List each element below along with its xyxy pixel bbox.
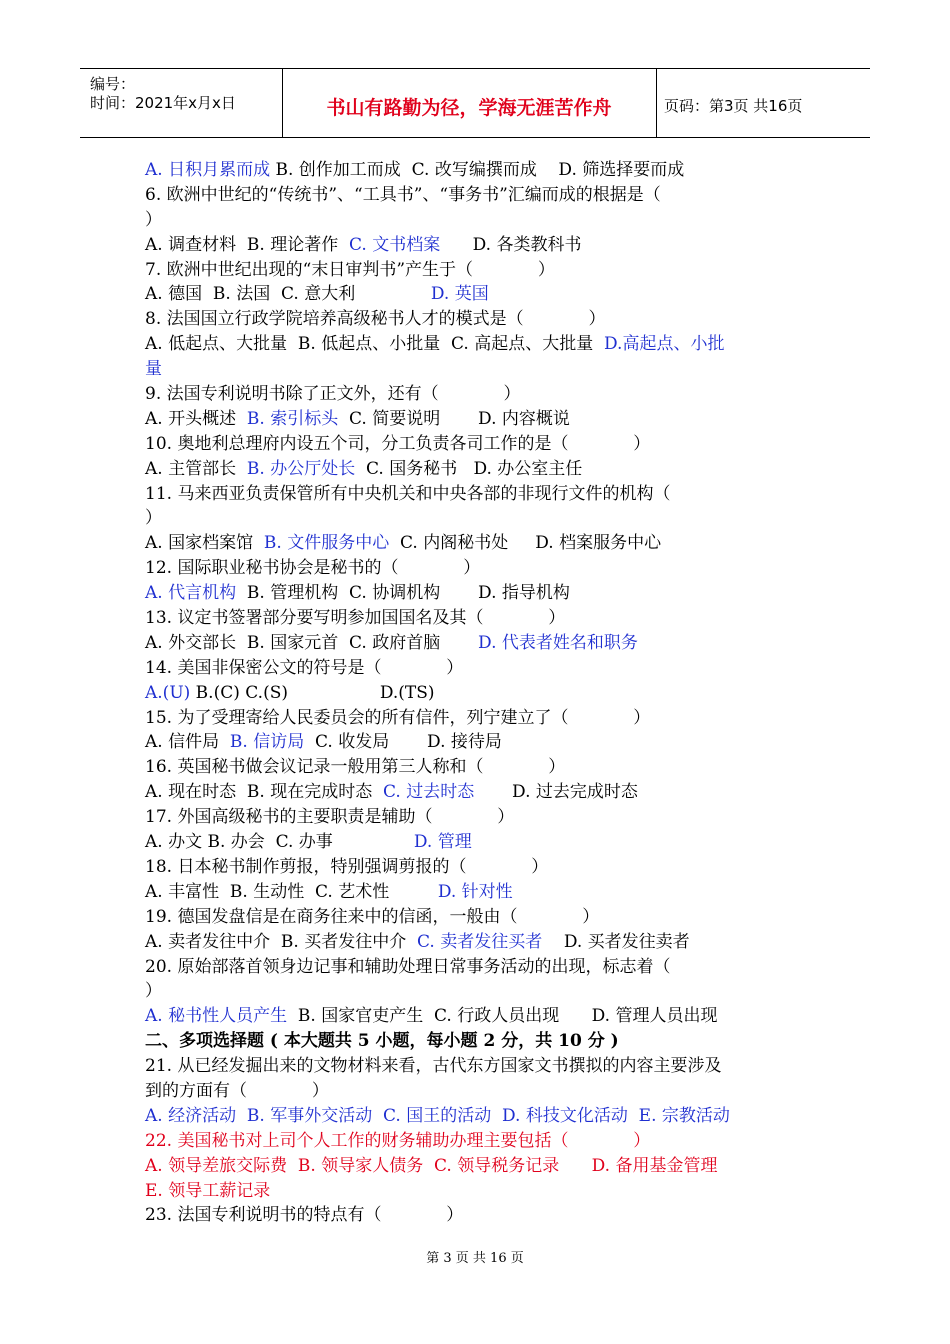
text-segment: D. 买者发往卖者 [542,931,690,952]
text-segment: ） [145,508,162,529]
text-line [145,606,815,631]
text-line [145,1203,815,1228]
text-line [145,506,815,531]
text-segment: C. 内阁秘书处 D. 档案服务中心 [389,533,662,554]
answer-text: D. 代表者姓名和职务 [478,632,638,653]
text-segment: 11. 马来西亚负责保管所有中央机关和中央各部的非现行文件的机构（ [145,483,671,504]
text-segment: 到的方面有（ ） [145,1080,329,1101]
text-segment: 16. 英国秘书做会议记录一般用第三人称和（ ） [145,757,566,778]
text-line [145,457,815,482]
text-segment: A. 低起点、大批量 B. 低起点、小批量 C. 高起点、大批量 [145,334,599,355]
text-segment: 18. 日本秘书制作剪报，特别强调剪报的（ ） [145,856,549,877]
document-number-label: 编号： [90,75,136,93]
text-segment: A. 现在时态 B. 现在完成时态 [145,782,378,803]
text-line [145,407,815,432]
answer-text: D. 英国 [430,284,489,305]
answer-text: C. 过去时态 [377,782,475,803]
text-line [145,382,815,407]
answer-text: A. 领导差旅交际费 B. 领导家人债务 C. 领导税务记录 D. 备用基金管理 [145,1155,718,1176]
answer-text: A.(U) [145,682,191,703]
text-line [145,183,815,208]
text-line [145,656,815,681]
text-line [145,332,815,357]
text-segment: A. 开头概述 [145,408,242,429]
text-segment: B.(C) C.(S) D.(TS) [190,682,435,703]
text-line [145,432,815,457]
text-line [145,307,815,332]
text-segment: A. 国家档案馆 [145,533,259,554]
text-segment: B. 创作加工而成 C. 改写编撰而成 D. 筛选择要而成 [270,160,685,180]
text-line [145,730,815,755]
text-segment: 10. 奥地利总理府内设五个司，分工负责各司工作的是（ ） [145,433,651,454]
text-line [145,1154,815,1179]
text-segment: 14. 美国非保密公文的符号是（ ） [145,657,464,678]
answer-text: D.高起点、小批 [598,334,725,355]
text-line [145,1129,815,1154]
text-segment: 12. 国际职业秘书协会是秘书的（ ） [145,558,481,579]
text-segment: B. 国家官吏产生 C. 行政人员出现 D. 管理人员出现 [287,1006,718,1027]
text-segment: A. 外交部长 B. 国家元首 C. 政府首脑 [145,632,479,653]
text-line [145,905,815,930]
text-line [145,979,815,1004]
text-line [145,208,815,233]
text-segment: C. 简要说明 D. 内容概说 [338,408,570,429]
answer-text: B. 文件服务中心 [258,533,390,554]
answer-text: C. 文书档案 [343,234,441,255]
text-line [145,805,815,830]
text-line [145,930,815,955]
text-line [145,258,815,283]
answer-text: A. 代言机构 [145,583,237,604]
text-segment: 17. 外国高级秘书的主要职责是辅助（ ） [145,807,515,828]
text-segment: 20. 原始部落首领身边记事和辅助处理日常事务活动的出现，标志着（ [145,956,671,977]
answer-text: B. 索引标头 [241,408,339,429]
text-line [145,830,815,855]
text-line [145,158,815,183]
text-segment: 9. 法国专利说明书除了正文外，还有（ ） [145,384,521,405]
text-line [145,780,815,805]
text-line [145,1179,815,1204]
text-line [145,855,815,880]
text-segment: A. 信件局 [145,732,225,753]
header-motto: 书山有路勤为径，学海无涯苦作舟 [326,97,612,119]
text-segment: 7. 欧洲中世纪出现的“末日审判书”产生于（ ） [145,259,555,280]
header-meta-cell [80,69,283,137]
text-line [145,282,815,307]
answer-text: A. 经济活动 B. 军事外交活动 C. 国王的活动 D. 科技文化活动 E. 宗教活动 [145,1105,730,1126]
text-line [145,755,815,780]
text-line [145,531,815,556]
document-body [145,158,815,1228]
answer-text: B. 信访局 [224,732,305,753]
text-line [145,681,815,706]
text-segment: A. 丰富性 B. 生动性 C. 艺术性 [145,881,438,902]
answer-text: E. 领导工薪记录 [145,1180,271,1201]
text-segment: 二、多项选择题 ( 本大题共 5 小题，每小题 2 分，共 10 分 ) [145,1031,619,1052]
answer-text: 22. 美国秘书对上司个人工作的财务辅助办理主要包括（ ） [145,1130,651,1151]
answer-text: D. 针对性 [437,881,513,902]
page-footer: 第 3 页 共 16 页 [426,1251,524,1266]
text-segment: A. 主管部长 [145,458,242,479]
header-motto-cell [282,69,657,137]
text-line [145,1029,815,1054]
text-line [145,1004,815,1029]
answer-text: 量 [145,359,162,380]
text-segment: A. 卖者发往中介 B. 买者发往中介 [145,931,412,952]
text-segment: C. 收发局 D. 接待局 [304,732,502,753]
answer-text: B. 办公厅处长 [241,458,356,479]
text-segment: 15. 为了受理寄给人民委员会的所有信件，列宁建立了（ ） [145,707,651,728]
text-line [145,706,815,731]
text-segment: 13. 议定书签署部分要写明参加国国名及其（ ） [145,608,566,629]
text-segment: 19. 德国发盘信是在商务往来中的信函，一般由（ ） [145,906,600,927]
text-line [145,357,815,382]
header-page-cell [656,69,870,137]
document-time-label: 时间：2021年x月x日 [90,94,236,112]
text-line [145,233,815,258]
text-line [145,880,815,905]
text-line [145,581,815,606]
text-line [145,1104,815,1129]
text-segment: 6. 欧洲中世纪的“传统书”、“工具书”、“事务书”汇编而成的根据是（ [145,184,661,205]
text-segment: ） [145,981,162,1002]
text-segment: A. 调查材料 B. 理论著作 [145,234,344,255]
text-segment: ） [145,209,162,230]
answer-text: D. 管理 [413,832,472,853]
page-header [80,68,870,138]
text-segment: D. 各类教科书 [440,234,582,255]
text-segment: 8. 法国国立行政学院培养高级秘书人才的模式是（ ） [145,309,606,330]
text-segment: 23. 法国专利说明书的特点有（ ） [145,1205,464,1226]
answer-text: C. 卖者发往买者 [411,931,543,952]
answer-text: A. 日积月累而成 [145,160,271,180]
text-segment: D. 过去完成时态 [474,782,638,803]
text-segment: A. 办文 B. 办会 C. 办事 [145,832,414,853]
text-line [145,556,815,581]
text-line [145,1079,815,1104]
text-segment: C. 国务秘书 D. 办公室主任 [355,458,583,479]
header-page-number: 页码：第3页 共16页 [664,97,803,115]
text-line [145,955,815,980]
text-segment: B. 管理机构 C. 协调机构 D. 指导机构 [236,583,570,604]
text-line [145,482,815,507]
text-segment: 21. 从已经发掘出来的文物材料来看，古代东方国家文书撰拟的内容主要涉及 [145,1056,722,1077]
text-line [145,1054,815,1079]
text-segment: A. 德国 B. 法国 C. 意大利 [145,284,431,305]
text-line [145,631,815,656]
answer-text: A. 秘书性人员产生 [145,1006,288,1027]
